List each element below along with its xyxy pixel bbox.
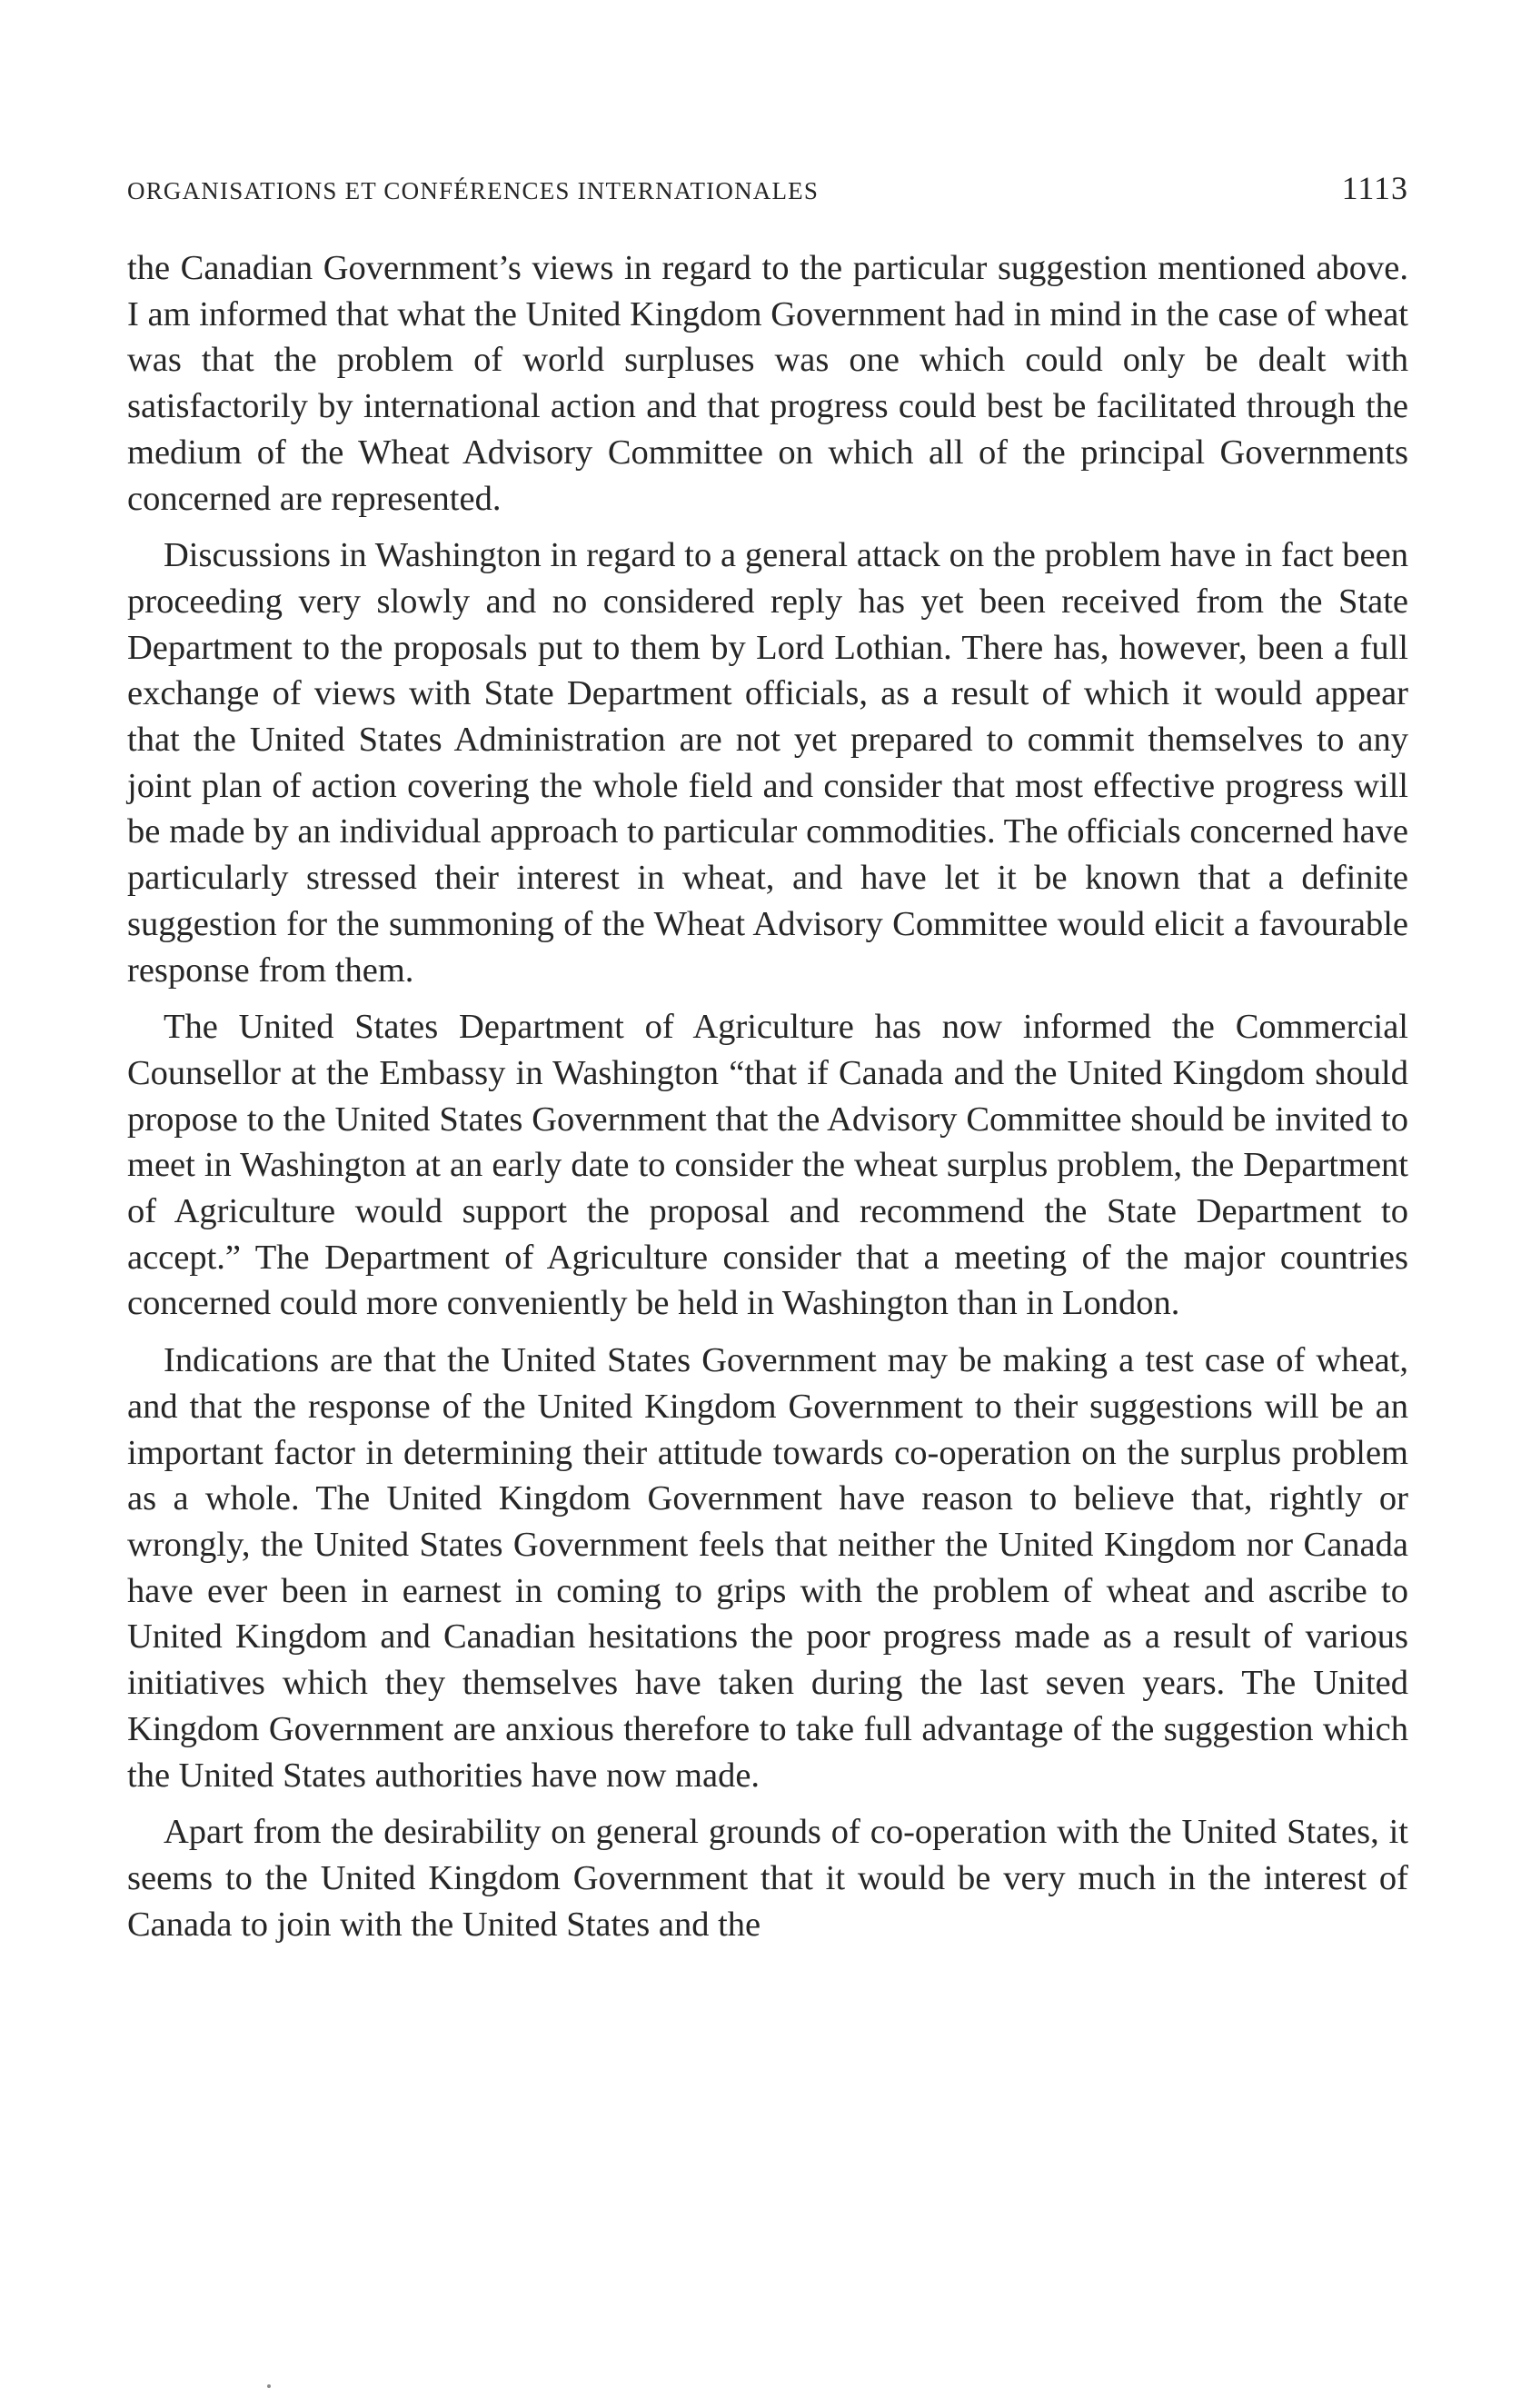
paragraph-continuation: the Canadian Government’s views in regard to the particular suggestion mentioned above. I am informed that what the United Kingdom Government had in mind in the case of wheat was that the problem of world surpluses was one which could only be dealt with satisfactorily by international action and that progress could best be facilitated through the medium of the Wheat Advisory Committee on which all of the principal Governments concerned are represented. — [127, 249, 1408, 518]
running-header — [127, 169, 1408, 216]
page-number: 1113 — [1341, 170, 1408, 206]
paragraph-indications: Indications are that the United States Government may be making a test case of wheat, and that the response of the United Kingdom Government to their suggestions will be an important factor in determining their attitude towards co-operation on the surplus problem as a whole. The United Kingdom Government have reason to believe that, rightly or wrongly, the United States Government feels that neither the United Kingdom nor Canada have ever been in earnest in coming to grips with the problem of wheat and ascribe to United Kingdom and Canadian hesitations the poor progress made as a result of various initiatives which they themselves have taken during the last seven years. The United Kingdom Government are anxious therefore to take full advantage of the suggestion which the United States authorities have now made. — [127, 1341, 1408, 1795]
print-speck — [267, 2384, 271, 2388]
body-text — [127, 245, 1408, 1947]
running-title: ORGANISATIONS ET CONFÉRENCES INTERNATIONALES — [127, 177, 820, 204]
document-page — [127, 169, 1408, 1947]
paragraph-department-of-agriculture: The United States Department of Agriculture has now informed the Commercial Counsellor at the Embassy in Washington “that if Canada and the United Kingdom should propose to the United States Government that the Advisory Committee should be invited to meet in Washington at an early date to consider the wheat surplus problem, the Department of Agriculture would support the proposal and recommend the State Department to accept.” The Department of Agriculture consider that a meeting of the major countries concerned could more conveniently be held in Washington than in London. — [127, 1008, 1408, 1323]
paragraph-washington-discussions: Discussions in Washington in regard to a general attack on the problem have in fact been proceeding very slowly and no considered reply has yet been received from the State Department to the proposals put to them by Lord Lothian. There has, however, been a full exchange of views with State Department officials, as a result of which it would appear that the United States Administration are not yet prepared to commit themselves to any joint plan of action covering the whole field and consider that most effective progress will be made by an individual approach to particular commodities. The officials concerned have particularly stressed their interest in wheat, and have let it be known that a definite suggestion for the summoning of the Wheat Advisory Committee would elicit a favourable response from them. — [127, 536, 1408, 990]
paragraph-cooperation: Apart from the desirability on general grounds of co-operation with the United States, it seems to the United Kingdom Government that it would be very much in the interest of Canada to join with the United States and the — [127, 1813, 1408, 1944]
